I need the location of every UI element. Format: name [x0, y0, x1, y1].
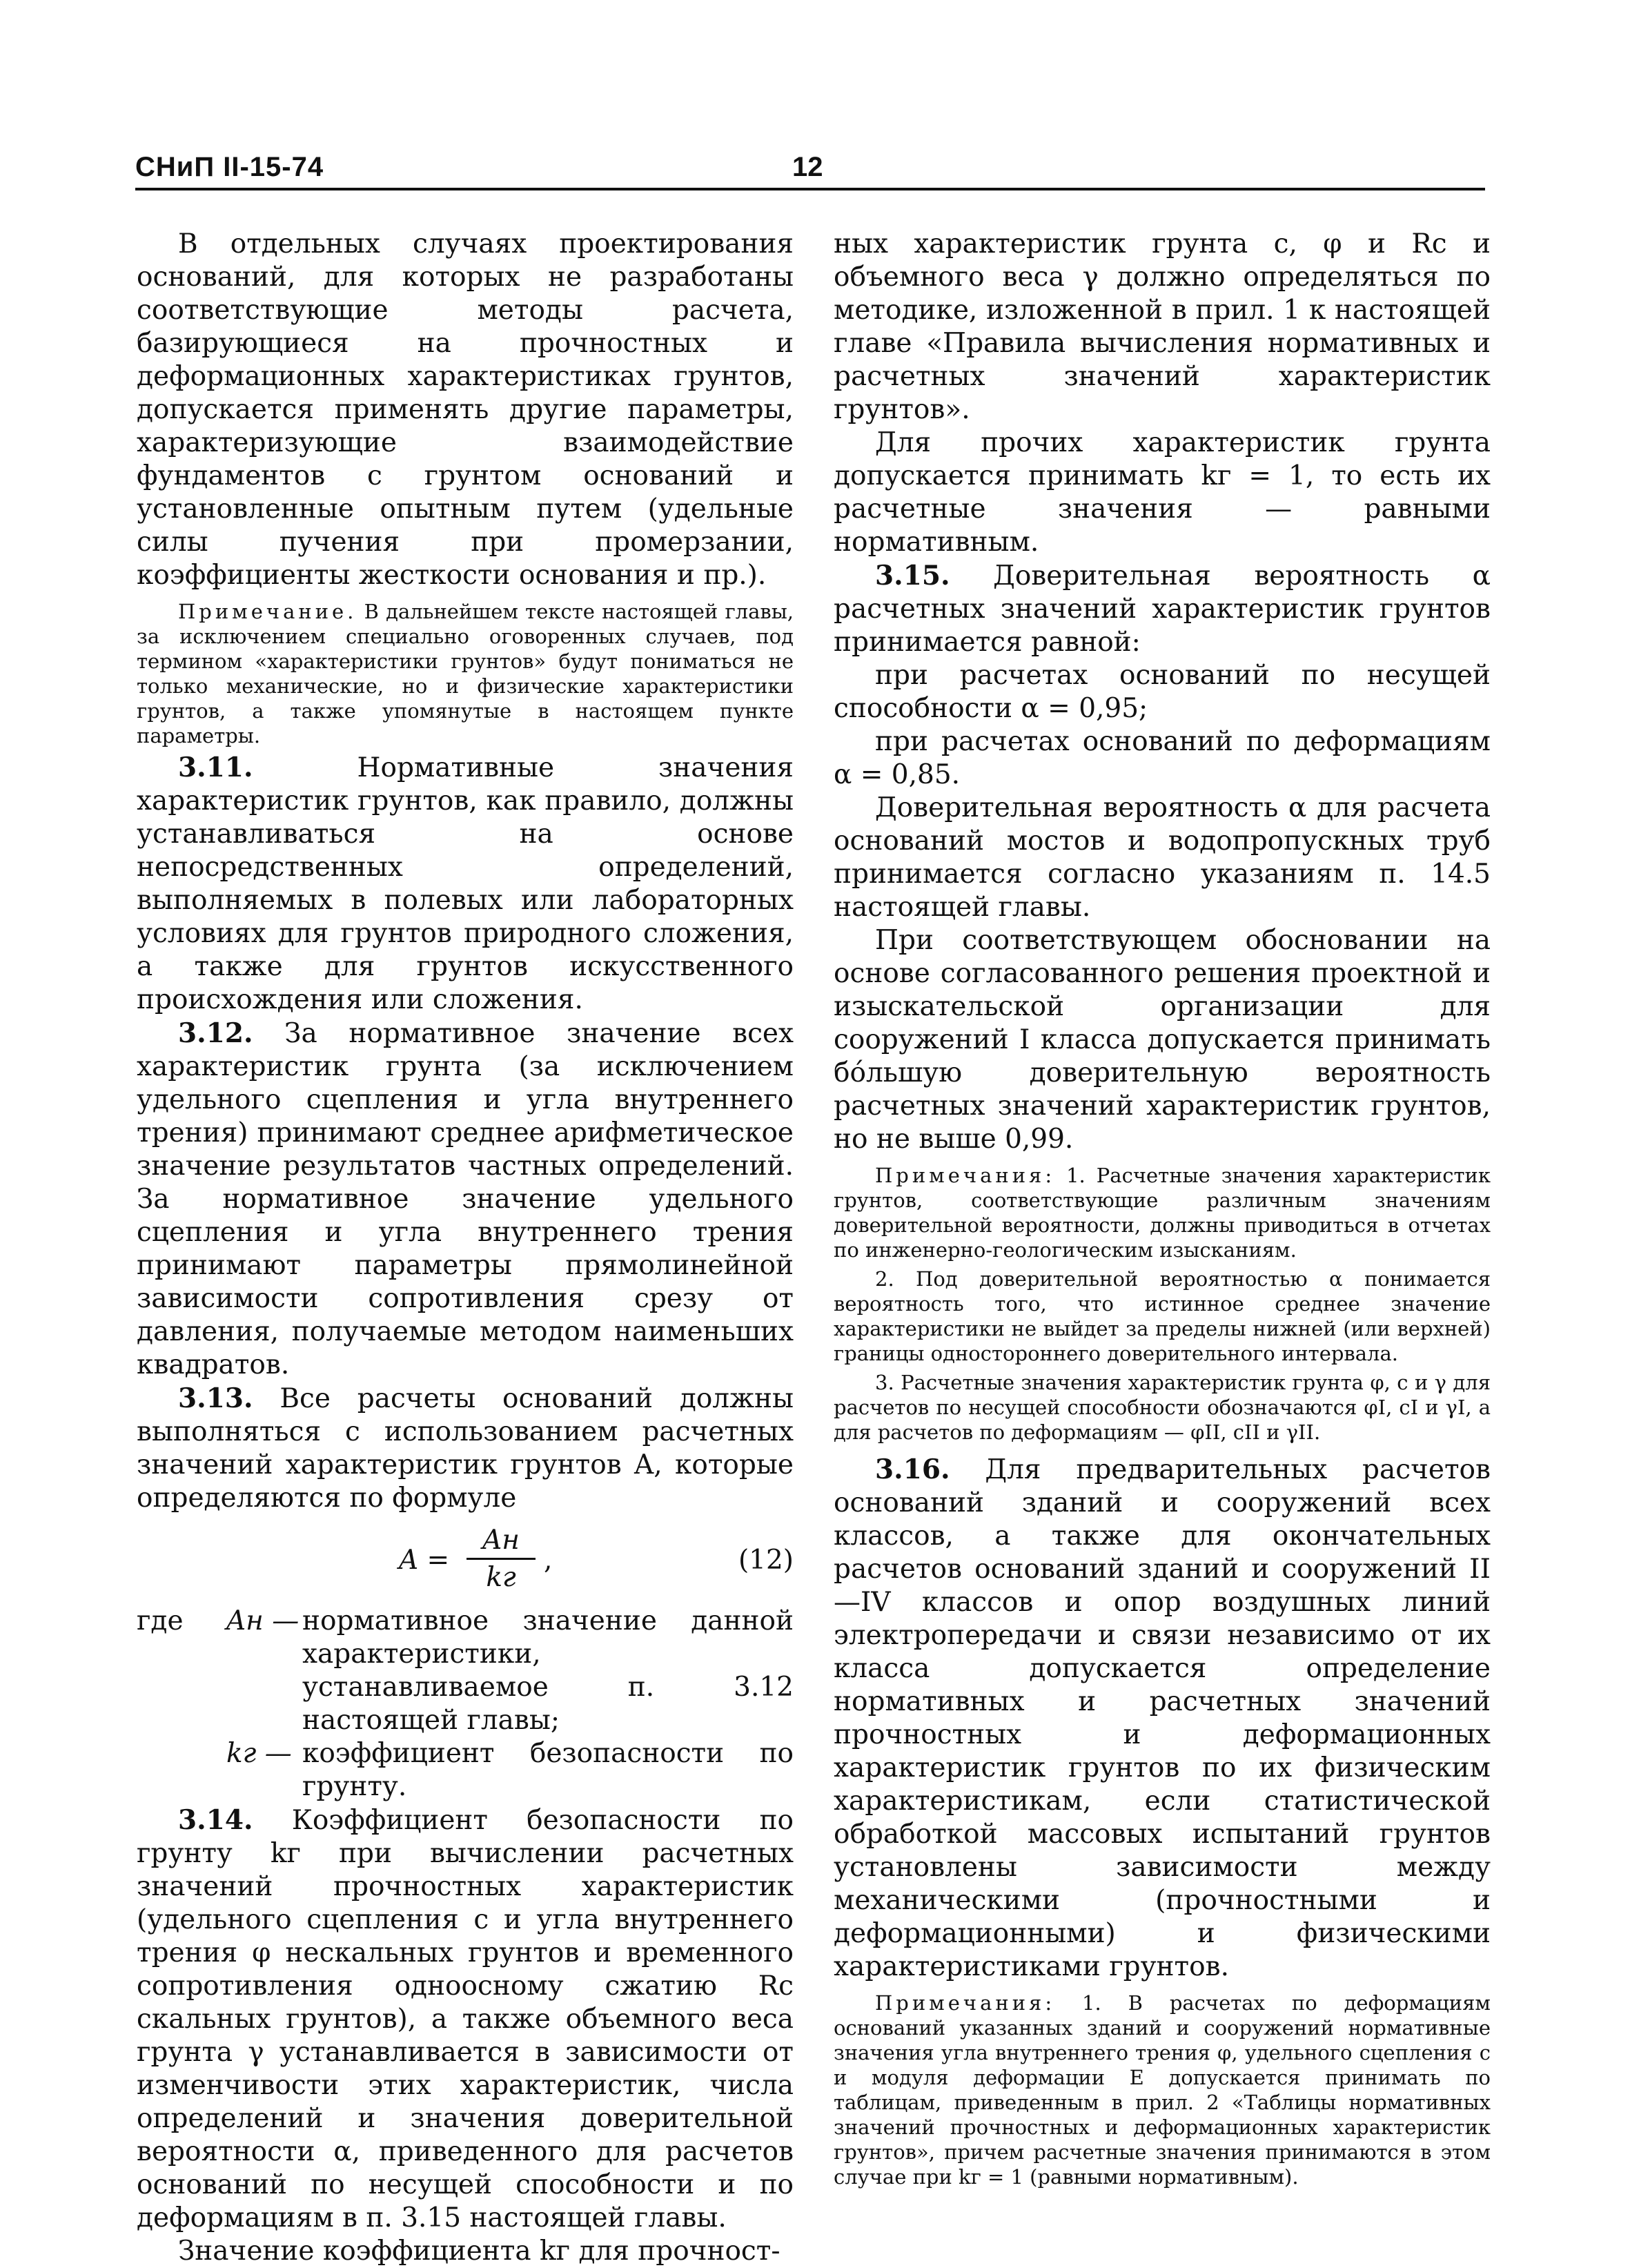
section-3-13 — [137, 1382, 794, 1515]
formula-fraction — [467, 1523, 536, 1596]
bridges-paragraph: Доверительная вероятность α для расчета оснований мостов и водопропускных труб принимается согласно указаниям п. 14.5 настоящей главы. — [834, 792, 1491, 923]
bearing-capacity-item: при расчетах оснований по несущей способности α = 0,95; — [834, 660, 1491, 724]
formula-lhs: A = — [399, 1545, 450, 1576]
section-3-12 — [137, 1017, 794, 1382]
equation-number: (12) — [738, 1545, 794, 1576]
formula-numerator: Aн — [467, 1523, 536, 1560]
header-rule — [135, 188, 1485, 190]
where-symbol: Aн — — [226, 1605, 300, 1636]
section-text: Коэффициент безопасности по грунту kг при вычислении расчетных значений прочностных характеристик (удельного сцепления c и угла внутреннего трения φ нескальных грунтов и временного сопротивления одноосному сжатию Rс скальных грунтов), а также объемного веса грунта γ устанавливается в зависимости от изменчивости этих характеристик, числа определений и значения доверительной вероятности α, приведенного для расчетов оснований по несущей способности и по деформациям в п. 3.15 настоящей главы. — [137, 1805, 794, 2233]
notes-label: Примечания: — [875, 1164, 1056, 1187]
section-number: 3.14. — [178, 1804, 253, 1836]
section-number: 3.16. — [875, 1454, 950, 1485]
section-3-14 — [137, 1803, 794, 2235]
intro-paragraph: В отдельных случаях проектирования оснований, для которых не разработаны соответствующие методы расчета, базирующиеся на прочностных и деформационных характеристиках грунтов, допускается применять другие параметры, характеризующие взаимодействие фундаментов с грунтом оснований и установленные опытным путем (удельные силы пучения при промерзании, коэффициенты жесткости основания и пр.). — [137, 228, 794, 591]
section-number: 3.13. — [178, 1382, 253, 1414]
section-text: Нормативные значения характеристик грунтов, как правило, должны устанавливаться на основе непосредственных определений, выполняемых в полевых или лабораторных условиях для грунтов природного сложения, а также для грунтов искусственного происхождения или сложения. — [137, 752, 794, 1015]
section-3-14-continuation: Значение коэффициента kг для прочност- — [178, 2236, 780, 2267]
section-3-11 — [137, 751, 794, 1017]
notes-text: 1. В расчетах по деформациям оснований указанных зданий и сооружений нормативные значения угла внутреннего трения φ, удельного сцепления c и модуля деформации E допускается принимать по таблицам, приведенным в прил. 2 «Таблицы нормативных значений прочностных и деформационных характеристик грунтов», причем расчетные значения принимаются в этом случае при kг = 1 (равными нормативным). — [834, 1991, 1491, 2189]
where-text: коэффициент безопасности по грунту. — [302, 1738, 794, 1802]
note-text: В дальнейшем тексте настоящей главы, за исключением специально оговоренных случаев, под термином «характеристики грунтов» будут пониматься не только механические, но и физические характеристики грунтов, а также упомянутые в настоящем пункте параметры. — [137, 600, 794, 747]
page-number: 12 — [792, 152, 823, 182]
section-text: За нормативное значение всех характеристик грунта (за исключением удельного сцепления и угла внутреннего трения) принимают среднее арифметическое значение результатов частных определений. За нормативное значение удельного сцепления и угла внутреннего трения принимают параметры прямолинейной зависимости сопротивления срезу от давления, получаемые методом наименьших квадратов. — [137, 1018, 794, 1380]
continuation-paragraph: ных характеристик грунта c, φ и Rс и объемного веса γ должно определяться по методике, изложенной в прил. 1 к настоящей главе «Правила вычисления нормативных и расчетных значений характеристик грунтов». — [834, 228, 1491, 425]
notes-3-16 — [834, 1991, 1491, 2189]
class-i-paragraph: При соответствующем обосновании на основе согласованного решения проектной и изыскательской организации для сооружений I класса допускается принимать бóльшую доверительную вероятность расчетных значений характеристик грунтов, но не выше 0,99. — [834, 925, 1491, 1155]
where-word: где — [137, 1605, 184, 1636]
page-header — [135, 144, 1485, 185]
left-column — [137, 228, 794, 2268]
note-paragraph — [137, 599, 794, 748]
section-3-15 — [834, 559, 1491, 659]
section-text: Для предварительных расчетов оснований зданий и сооружений всех классов, а также для окончательных расчетов оснований зданий и сооружений II—IV классов и опор воздушных линий электропередачи и связи независимо от их класса допускается определение нормативных и расчетных значений прочностных и деформационных характеристик грунтов по их физическим характеристикам, если статистической обработкой массовых испытаний грунтов установлены зависимости между механическими (прочностными и деформационными) и физическими характеристиками грунтов. — [834, 1454, 1491, 1982]
where-block — [137, 1605, 794, 1803]
section-number: 3.15. — [875, 560, 950, 592]
right-column — [834, 228, 1491, 2192]
where-item — [137, 1737, 794, 1803]
formula-denominator: kг — [486, 1562, 516, 1593]
note-3: 3. Расчетные значения характеристик грунта φ, c и γ для расчетов по несущей способности обозначаются φI, cI и γI, а для расчетов по деформациям — φII, cII и γII. — [834, 1371, 1491, 1444]
notes-paragraph — [834, 1163, 1491, 1262]
document-code: СНиП II-15-74 — [135, 152, 324, 182]
note-2: 2. Под доверительной вероятностью α понимается вероятность того, что истинное среднее значение характеристики не выйдет за пределы нижней (или верхней) границы одностороннего доверительного интервала. — [834, 1267, 1491, 1365]
section-number: 3.11. — [178, 752, 253, 783]
section-3-16 — [834, 1453, 1491, 1984]
section-number: 3.12. — [178, 1017, 253, 1049]
note-1: 1. Расчетные значения характеристик грунтов, соответствующие различным значениям доверительной вероятности, должны приводиться в отчетах по инженерно-геологическим изысканиям. — [834, 1164, 1491, 1262]
section-text: Все расчеты оснований должны выполняться с использованием расчетных значений характеристик грунтов A, которые определяются по формуле — [137, 1383, 794, 1514]
where-text: нормативное значение данной характеристики, устанавливаемое п. 3.12 настоящей главы; — [302, 1605, 794, 1736]
formula-comma: , — [544, 1545, 553, 1576]
section-text: Доверительная вероятность α расчетных значений характеристик грунтов принимается равной: — [834, 560, 1491, 658]
notes-label: Примечания: — [875, 1991, 1056, 2015]
note-label: Примечание. — [178, 600, 357, 623]
formula-12 — [137, 1523, 794, 1599]
where-symbol: kг — — [226, 1738, 292, 1769]
other-characteristics-paragraph: Для прочих характеристик грунта допускается принимать kг = 1, то есть их расчетные значения — равными нормативным. — [834, 427, 1491, 558]
deformation-item: при расчетах оснований по деформациям α = 0,85. — [834, 726, 1491, 790]
where-item — [137, 1605, 794, 1737]
